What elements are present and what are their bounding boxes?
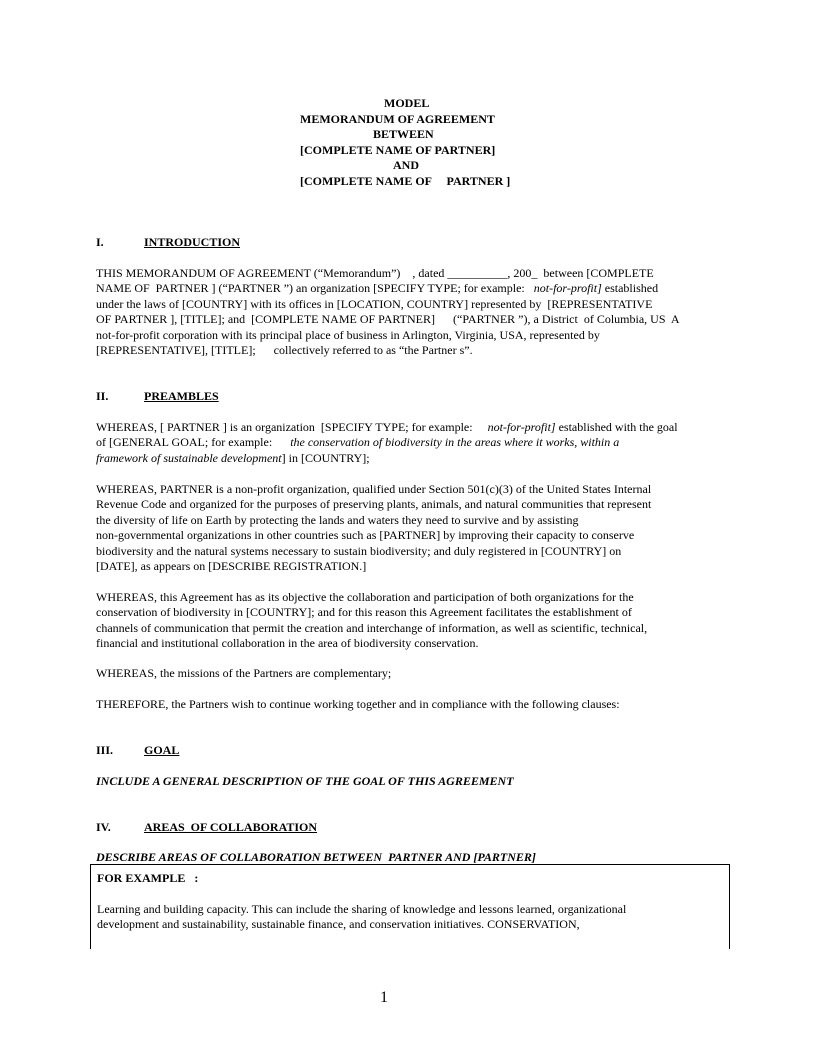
section-label: PREAMBLES [144,389,219,403]
title-line-and: AND [393,158,419,172]
preamble-paragraph-3 [96,590,721,652]
section-number: IV. [96,820,111,834]
goal-instruction: INCLUDE A GENERAL DESCRIPTION OF THE GOAL OF THIS AGREEMENT [96,774,514,788]
preamble-1-line-3-italic: framework of sustainable development [96,450,282,465]
preamble-1-line-2-italic: the conservation of biodiversity in the areas where it works, within a [290,435,620,450]
preamble-1-line-1-text: WHEREAS, [ PARTNER ] is an organization [SPECIFY TYPE; for example: [96,420,488,434]
title-line-memorandum: MEMORANDUM OF AGREEMENT [300,111,495,126]
preamble-5-line-1: THEREFORE, the Partners wish to continue working together and in compliance with the following clauses: [96,697,620,711]
preamble-3-line-2: conservation of biodiversity in [COUNTRY]; and for this reason this Agreement facilitates the establishment of [96,605,632,620]
intro-line-5: not-for-profit corporation with its principal place of business in Arlington, Virginia, USA, represented by [96,327,600,342]
section-heading-preambles [96,389,219,404]
section-heading-areas-of-collaboration [96,820,317,835]
section-label: GOAL [144,743,180,757]
preamble-2-line-2: Revenue Code and organized for the purposes of preserving plants, animals, and natural communities that represent [96,497,652,512]
example-line-2: development and sustainability, sustainable finance, and conservation initiatives. CONSERVATION, [97,917,580,932]
preamble-3-line-3: channels of communication that permit the creation and interchange of information, as well as scientific, technical, [96,620,648,635]
intro-line-2-tail: established [601,281,659,296]
example-line-1: Learning and building capacity. This can include the sharing of knowledge and lessons learned, organizational [97,902,627,916]
intro-line-4: OF PARTNER ], [TITLE]; and [COMPLETE NAME OF PARTNER] (“PARTNER ”), a District of Columbia, US A [96,312,680,327]
preamble-2-line-5: biodiversity and the natural systems necessary to sustain biodiversity; and duly registered in [COUNTRY] on [96,543,622,558]
preamble-4-line-1: WHEREAS, the missions of the Partners are complementary; [96,666,392,680]
preamble-1-line-1 [96,420,721,435]
intro-line-1: THIS MEMORANDUM OF AGREEMENT (“Memorandum”) , dated __________, 200_ between [COMPLETE [96,266,654,280]
title-line-model: MODEL [384,96,430,110]
preamble-paragraph-2 [96,482,721,574]
preamble-3-line-4: financial and institutional collaboration in the area of biodiversity conservation. [96,636,479,651]
section-label: INTRODUCTION [144,235,241,249]
title-line-partner-1: [COMPLETE NAME OF PARTNER] [300,142,496,157]
intro-line-2-text: NAME OF PARTNER ] (“PARTNER ”) an organization [SPECIFY TYPE; for example: [96,281,534,296]
section-number: II. [96,389,109,403]
preamble-2-line-4: non-governmental organizations in other countries such as [PARTNER] by improving their capacity to conserve [96,528,635,543]
intro-line-2 [96,281,721,296]
page-number: 1 [380,989,388,1006]
preamble-2-line-1: WHEREAS, PARTNER is a non-profit organization, qualified under Section 501(c)(3) of the United States Internal [96,482,652,496]
preamble-3-line-1: WHEREAS, this Agreement has as its objective the collaboration and participation of both organizations for the [96,590,634,604]
section-label: AREAS OF COLLABORATION [144,820,318,834]
title-line-partner-2: [COMPLETE NAME OF PARTNER ] [300,173,511,188]
introduction-paragraph [96,266,721,358]
preamble-paragraph-1 [96,420,721,466]
preamble-paragraph-5 [96,697,721,712]
intro-line-3: under the laws of [COUNTRY] with its offices in [LOCATION, COUNTRY] represented by [REPRESENTATIVE [96,296,653,311]
section-number: III. [96,743,114,757]
title-line-between: BETWEEN [373,127,434,141]
preamble-1-line-3 [96,451,721,466]
section-heading-goal [96,743,179,758]
preamble-1-line-2-text: of [GENERAL GOAL; for example: [96,435,291,450]
example-box [90,864,730,949]
intro-line-6: [REPRESENTATIVE], [TITLE]; collectively referred to as “the Partner s”. [96,343,473,358]
preamble-1-line-1-tail: established with the goal [555,420,678,434]
preamble-1-line-3-tail: ] in [COUNTRY]; [281,450,370,465]
section-heading-introduction [96,235,240,250]
example-box-text [97,902,722,933]
preamble-1-line-2 [96,435,721,450]
preamble-paragraph-4 [96,666,721,681]
areas-instruction: DESCRIBE AREAS OF COLLABORATION BETWEEN PARTNER AND [PARTNER] [96,850,536,864]
preamble-2-line-3: the diversity of life on Earth by protecting the lands and waters they need to survive and by assisting [96,512,579,527]
preamble-2-line-6: [DATE], as appears on [DESCRIBE REGISTRATION.] [96,559,367,574]
intro-line-2-italic: not-for-profit] [533,281,602,296]
document-title-block [298,96,538,189]
example-box-title: FOR EXAMPLE : [97,871,199,885]
preamble-1-line-1-italic: not-for-profit] [487,420,556,434]
section-number: I. [96,235,104,249]
